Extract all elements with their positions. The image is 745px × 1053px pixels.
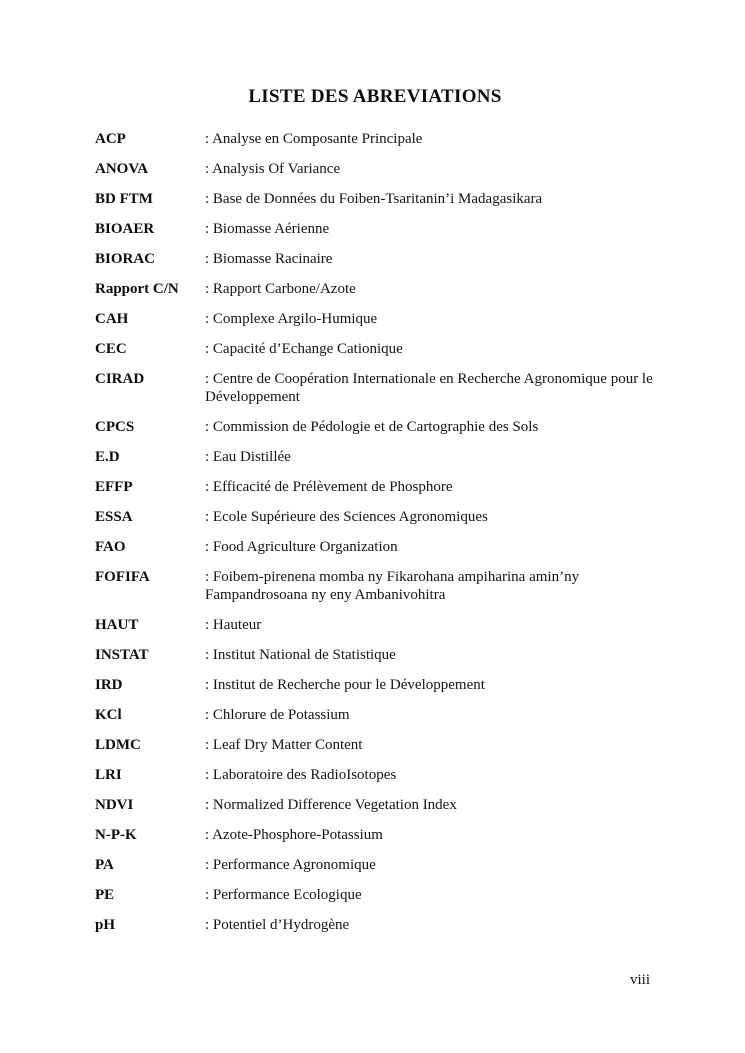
abbreviation-row (95, 190, 655, 208)
abbreviation-row (95, 736, 655, 754)
abbreviation-term: PE (95, 887, 115, 903)
abbreviation-term: BD FTM (95, 191, 153, 207)
abbreviation-definition: : Biomasse Racinaire (205, 251, 333, 267)
abbreviation-row (95, 478, 655, 496)
abbreviation-term: ACP (95, 131, 126, 147)
abbreviation-definition: : Efficacité de Prélèvement de Phosphore (205, 479, 453, 495)
page-number: viii (629, 972, 650, 988)
abbreviation-definition: : Performance Agronomique (205, 857, 376, 873)
abbreviation-row (95, 568, 655, 604)
abbreviation-row (95, 508, 655, 526)
abbreviation-term: ANOVA (95, 161, 149, 177)
abbreviation-term: INSTAT (95, 647, 149, 663)
abbreviation-definition: : Foibem-pirenena momba ny Fikarohana ampiharina amin’ny Fampandrosoana ny eny Ambanivohitra (205, 569, 580, 603)
abbreviation-row (95, 676, 655, 694)
abbreviation-row (95, 916, 655, 934)
abbreviation-term: NDVI (95, 797, 134, 813)
abbreviation-term: N-P-K (95, 827, 137, 843)
abbreviation-definition: : Leaf Dry Matter Content (205, 737, 363, 753)
abbreviation-definition: : Ecole Supérieure des Sciences Agronomiques (205, 509, 488, 525)
abbreviation-term: CIRAD (95, 371, 145, 387)
abbreviation-definition: : Capacité d’Echange Cationique (205, 341, 403, 357)
abbreviation-term: CPCS (95, 419, 135, 435)
abbreviation-term: PA (95, 857, 114, 873)
page-content (95, 86, 655, 946)
abbreviation-definition: : Chlorure de Potassium (205, 707, 350, 723)
abbreviation-list (95, 130, 655, 934)
abbreviation-definition: : Azote-Phosphore-Potassium (205, 827, 383, 843)
abbreviation-definition: : Commission de Pédologie et de Cartographie des Sols (205, 419, 539, 435)
abbreviation-row (95, 646, 655, 664)
abbreviation-row (95, 370, 655, 406)
abbreviation-term: FAO (95, 539, 126, 555)
abbreviation-row (95, 616, 655, 634)
abbreviation-term: pH (95, 917, 116, 933)
abbreviation-definition: : Normalized Difference Vegetation Index (205, 797, 457, 813)
abbreviation-definition: : Food Agriculture Organization (205, 539, 398, 555)
abbreviation-row (95, 250, 655, 268)
abbreviation-definition: : Institut de Recherche pour le Développement (205, 677, 485, 693)
abbreviation-definition: : Biomasse Aérienne (205, 221, 330, 237)
abbreviation-row (95, 418, 655, 436)
abbreviation-row (95, 826, 655, 844)
abbreviation-definition: : Institut National de Statistique (205, 647, 396, 663)
abbreviation-row (95, 706, 655, 724)
abbreviation-term: LDMC (95, 737, 141, 753)
abbreviation-term: LRI (95, 767, 122, 783)
abbreviation-row (95, 160, 655, 178)
abbreviation-definition: : Complexe Argilo-Humique (205, 311, 378, 327)
abbreviation-term: CEC (95, 341, 127, 357)
abbreviation-term: KCl (95, 707, 122, 723)
abbreviation-row (95, 310, 655, 328)
abbreviation-term: ESSA (95, 509, 133, 525)
abbreviation-definition: : Eau Distillée (205, 449, 291, 465)
abbreviation-row (95, 280, 655, 298)
abbreviation-definition: : Laboratoire des RadioIsotopes (205, 767, 397, 783)
abbreviation-definition: : Centre de Coopération Internationale en Recherche Agronomique pour le Développement (205, 371, 653, 405)
abbreviation-definition: : Rapport Carbone/Azote (205, 281, 356, 297)
abbreviation-term: BIORAC (95, 251, 156, 267)
abbreviation-row (95, 220, 655, 238)
abbreviation-term: IRD (95, 677, 123, 693)
abbreviation-definition: : Base de Données du Foiben-Tsaritanin’i Madagasikara (205, 191, 543, 207)
abbreviation-definition: : Potentiel d’Hydrogène (205, 917, 350, 933)
abbreviation-definition: : Analysis Of Variance (205, 161, 341, 177)
abbreviation-row (95, 130, 655, 148)
abbreviation-term: CAH (95, 311, 129, 327)
abbreviation-definition: : Performance Ecologique (205, 887, 362, 903)
abbreviation-row (95, 340, 655, 358)
abbreviation-definition: : Analyse en Composante Principale (205, 131, 423, 147)
abbreviation-definition: : Hauteur (205, 617, 262, 633)
abbreviation-term: FOFIFA (95, 569, 150, 585)
abbreviation-row (95, 856, 655, 874)
abbreviation-row (95, 766, 655, 784)
abbreviation-term: EFFP (95, 479, 133, 495)
page-title: LISTE DES ABREVIATIONS (248, 86, 502, 107)
abbreviation-row (95, 796, 655, 814)
abbreviation-term: BIOAER (95, 221, 155, 237)
abbreviation-term: HAUT (95, 617, 139, 633)
abbreviation-row (95, 448, 655, 466)
abbreviation-row (95, 886, 655, 904)
abbreviation-row (95, 538, 655, 556)
abbreviation-term: E.D (95, 449, 120, 465)
abbreviation-term: Rapport C/N (95, 281, 179, 297)
